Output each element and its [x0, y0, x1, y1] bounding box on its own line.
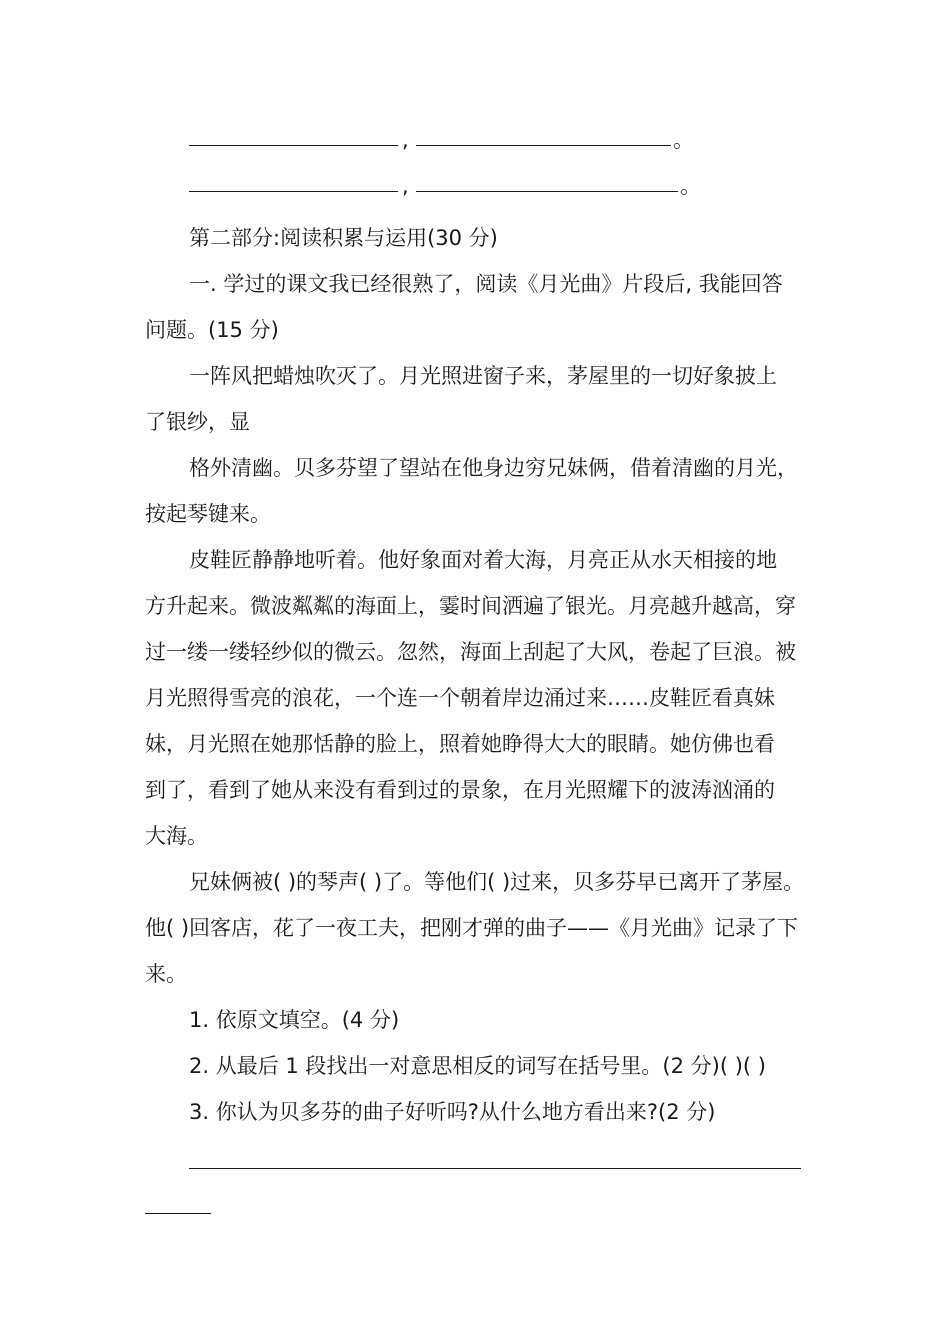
- passage-line: 方升起来。微波粼粼的海面上，霎时间洒遍了银光。月亮越升越高，穿: [145, 594, 796, 618]
- passage-line: 妹，月光照在她那恬静的脸上，照着她睁得大大的眼睛。她仿佛也看: [145, 732, 775, 756]
- answer-line[interactable]: [189, 1168, 801, 1169]
- answer-line[interactable]: [145, 1213, 211, 1214]
- question-intro-line: 一. 学过的课文我已经很熟了，阅读《月光曲》片段后, 我能回答: [189, 272, 783, 296]
- passage-line: 月光照得雪亮的浪花，一个连一个朝着岸边涌过来……皮鞋匠看真妹: [145, 686, 775, 710]
- passage-line: 他( )回客店，花了一夜工夫，把刚才弹的曲子——《月光曲》记录了下: [145, 916, 799, 940]
- blank-period: 。: [673, 128, 694, 152]
- question-intro-line: 问题。(15 分): [145, 318, 279, 342]
- passage-line: 格外清幽。贝多芬望了望站在他身边穷兄妹俩，借着清幽的月光，: [189, 456, 798, 480]
- passage-line: 兄妹俩被( )的琴声( )了。等他们( )过来，贝多芬早已离开了茅屋。: [189, 870, 805, 894]
- passage-line: 大海。: [145, 824, 208, 848]
- passage-line: 来。: [145, 962, 187, 986]
- answer-blank[interactable]: [189, 145, 398, 146]
- blank-comma: ,: [402, 174, 409, 198]
- passage-line: 一阵风把蜡烛吹灭了。月光照进窗子来，茅屋里的一切好象披上: [189, 364, 777, 388]
- passage-line: 皮鞋匠静静地听着。他好象面对着大海，月亮正从水天相接的地: [189, 548, 777, 572]
- answer-blank[interactable]: [416, 191, 678, 192]
- answer-blank[interactable]: [416, 145, 671, 146]
- passage-line: 了银纱，显: [145, 410, 250, 434]
- passage-line: 到了，看到了她从来没有看到过的景象，在月光照耀下的波涛汹涌的: [145, 778, 775, 802]
- blank-period: 。: [680, 174, 701, 198]
- question-3: 3. 你认为贝多芬的曲子好听吗?从什么地方看出来?(2 分): [189, 1100, 716, 1124]
- answer-blank[interactable]: [189, 191, 398, 192]
- section-title: 第二部分:阅读积累与运用(30 分): [189, 226, 498, 250]
- question-2: 2. 从最后 1 段找出一对意思相反的词写在括号里。(2 分)( )( ): [189, 1054, 766, 1078]
- passage-line: 过一缕一缕轻纱似的微云。忽然，海面上刮起了大风，卷起了巨浪。被: [145, 640, 796, 664]
- question-1: 1. 依原文填空。(4 分): [189, 1008, 400, 1032]
- passage-line: 按起琴键来。: [145, 502, 271, 526]
- blank-comma: ,: [402, 128, 409, 152]
